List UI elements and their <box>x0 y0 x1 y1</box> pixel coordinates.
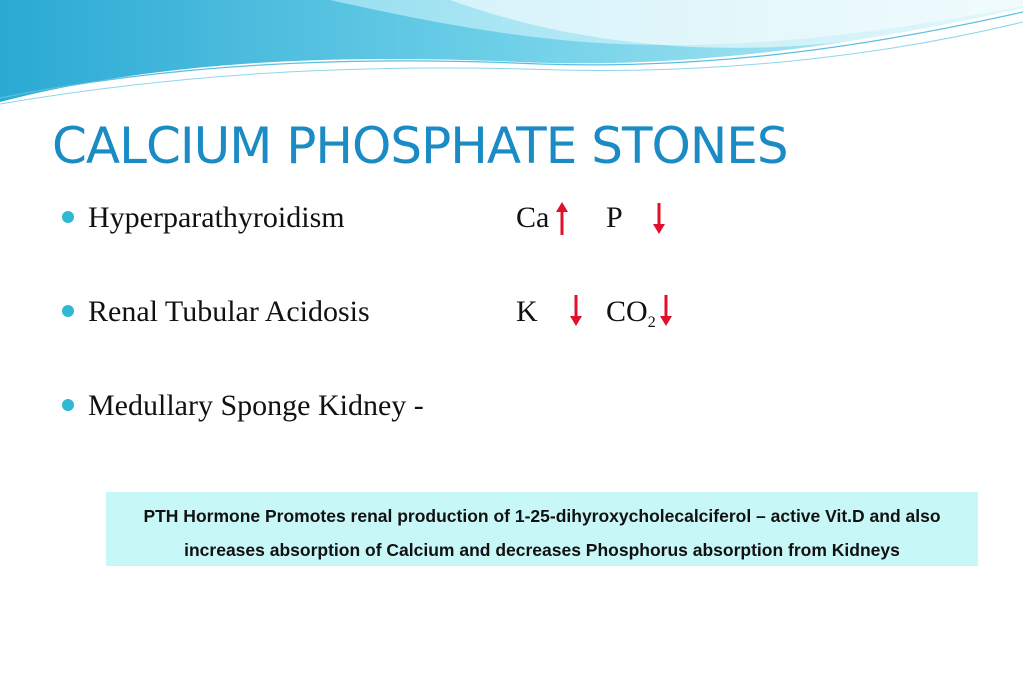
symbol-potassium: K <box>516 295 538 328</box>
bullet-text: Renal Tubular Acidosis <box>88 295 370 328</box>
arrow-up-icon <box>556 202 568 236</box>
bullet-dot-icon <box>62 399 74 411</box>
symbol-calcium: Ca <box>516 201 550 234</box>
note-line-1: PTH Hormone Promotes renal production of 1-25-dihyroxycholecalciferol – active Vit.D and also <box>143 506 941 526</box>
bullet-item-hyperparathyroidism <box>62 200 762 240</box>
symbol-co2 <box>606 294 656 330</box>
symbol-phosphorus: P <box>606 201 623 234</box>
arrow-down-icon <box>653 202 665 236</box>
bullet-dot-icon <box>62 305 74 317</box>
note-line-2: increases absorption of Calcium and decreases Phosphorus absorption from Kidneys <box>184 540 900 560</box>
symbol-co2-subscript: 2 <box>647 314 656 331</box>
symbol-co2-text: CO <box>606 295 648 328</box>
bullet-item-medullary-sponge-kidney <box>62 388 762 428</box>
pth-note-box <box>106 492 978 566</box>
bullet-text: Medullary Sponge Kidney - <box>88 389 424 422</box>
bullet-dot-icon <box>62 211 74 223</box>
arrow-down-icon <box>660 294 672 328</box>
bullet-item-renal-tubular-acidosis <box>62 294 762 334</box>
header-wave-decoration <box>0 0 1023 110</box>
arrow-down-icon <box>570 294 582 328</box>
bullet-text: Hyperparathyroidism <box>88 201 345 234</box>
slide-title: CALCIUM PHOSPHATE STONES <box>52 117 788 175</box>
